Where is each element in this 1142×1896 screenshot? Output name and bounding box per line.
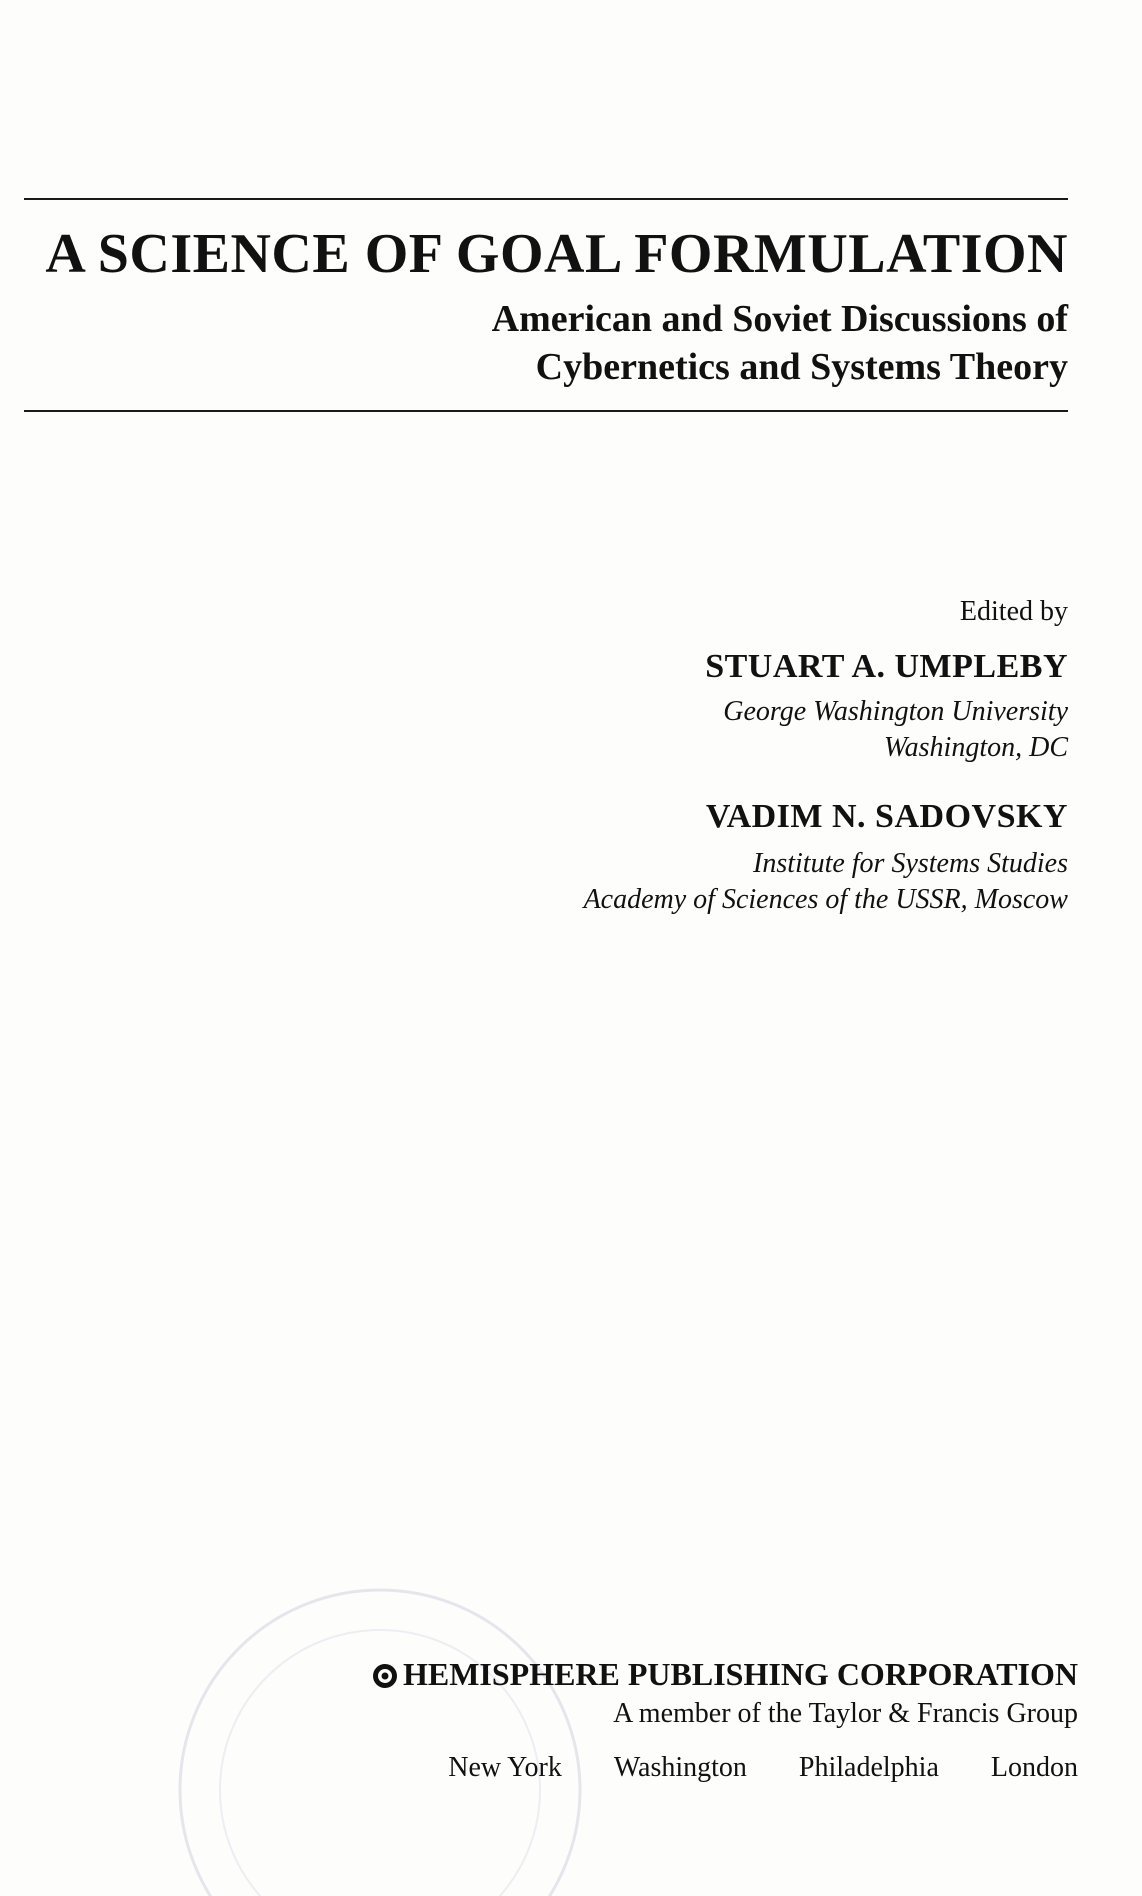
publisher-name bbox=[371, 1656, 1078, 1693]
publisher-member-line: A member of the Taylor & Francis Group bbox=[613, 1698, 1078, 1729]
publisher-logo-icon bbox=[371, 1661, 399, 1689]
editor-affiliation: George Washington University bbox=[723, 696, 1068, 727]
edited-by-label: Edited by bbox=[959, 596, 1068, 627]
editor-location: Academy of Sciences of the USSR, Moscow bbox=[583, 884, 1068, 915]
top-rule bbox=[24, 198, 1068, 200]
editor-location: Washington, DC bbox=[883, 732, 1068, 763]
book-subtitle-line-2: Cybernetics and Systems Theory bbox=[535, 346, 1068, 388]
publisher-city: New York bbox=[448, 1752, 562, 1783]
editor-name: STUART A. UMPLEBY bbox=[705, 648, 1068, 685]
editor-affiliation: Institute for Systems Studies bbox=[753, 848, 1068, 879]
book-title: A SCIENCE OF GOAL FORMULATION bbox=[45, 223, 1068, 285]
publisher-city: Philadelphia bbox=[798, 1752, 939, 1783]
publisher-city: Washington bbox=[613, 1752, 747, 1783]
publisher-city: London bbox=[990, 1752, 1078, 1783]
editor-name: VADIM N. SADOVSKY bbox=[705, 798, 1068, 835]
publisher-cities bbox=[448, 1752, 1078, 1784]
bottom-rule bbox=[24, 410, 1068, 412]
publisher-name-text: HEMISPHERE PUBLISHING CORPORATION bbox=[402, 1656, 1078, 1692]
book-subtitle-line-1: American and Soviet Discussions of bbox=[491, 298, 1068, 340]
